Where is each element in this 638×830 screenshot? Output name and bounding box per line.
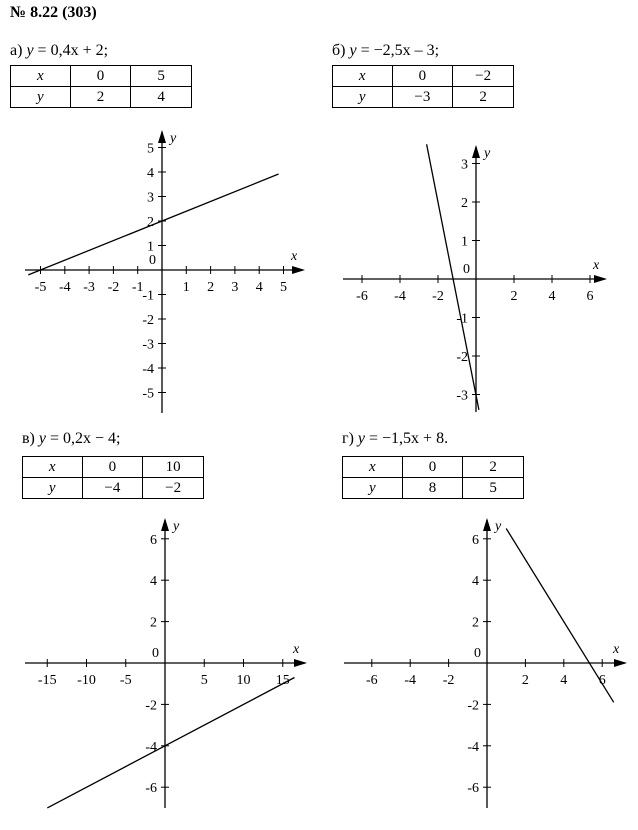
x-tick-label: 2	[207, 280, 215, 295]
y-tick-label: 6	[472, 532, 479, 548]
x-axis-label: x	[291, 249, 298, 264]
x-tick-label: 2	[521, 673, 529, 688]
x-axis-label: x	[293, 642, 300, 657]
x-tick-label: 1	[182, 280, 190, 295]
table-header-y: y	[11, 87, 71, 108]
x-tick-label: 4	[548, 289, 556, 304]
y-tick-label: 3	[147, 190, 154, 206]
task-d-eq-rest: = −1,5x + 8.	[365, 430, 449, 447]
x-tick-label: -4	[58, 280, 71, 295]
y-tick-label: 1	[147, 239, 154, 255]
table-header-y: y	[343, 478, 403, 499]
x-axis-label: x	[593, 258, 600, 273]
task-b-label: б)	[332, 42, 346, 59]
task-a-eq-y: y	[26, 42, 34, 59]
table-cell: 8	[402, 478, 463, 499]
x-axis-arrow	[594, 275, 607, 283]
y-tick-label: -3	[456, 388, 468, 404]
table-header-x: x	[333, 66, 393, 87]
x-tick-label: 5	[280, 280, 287, 295]
table-cell: 4	[131, 87, 192, 108]
y-axis-arrow	[158, 130, 166, 143]
x-axis-arrow	[292, 266, 305, 274]
x-tick-label: -4	[394, 289, 406, 304]
origin-label: 0	[463, 262, 470, 277]
table-cell: 0	[70, 66, 131, 87]
y-tick-label: 4	[147, 166, 154, 181]
y-tick-label: -2	[467, 698, 479, 714]
y-tick-label: -5	[142, 386, 154, 402]
task-d-eq-y: y	[357, 430, 365, 447]
y-axis-label: y	[495, 519, 502, 534]
x-axis-arrow	[614, 659, 627, 667]
y-tick-label: 2	[461, 196, 468, 211]
task-c-label: в)	[22, 430, 35, 447]
task-d-label: г)	[342, 430, 354, 447]
y-tick-label: -4	[467, 739, 479, 755]
x-tick-label: -15	[37, 673, 57, 688]
y-tick-label: 4	[150, 574, 157, 590]
y-tick-label: -4	[142, 362, 154, 377]
y-tick-label: 2	[147, 215, 154, 230]
y-tick-label: -6	[145, 781, 157, 797]
y-tick-label: 2	[472, 615, 479, 631]
x-tick-label: 4	[560, 673, 568, 688]
table-header-x: x	[23, 457, 83, 478]
graph-3	[25, 518, 307, 808]
table-cell: −3	[392, 87, 453, 108]
y-tick-label: -1	[142, 288, 154, 304]
x-tick-label: 5	[200, 673, 208, 688]
table-cell: −4	[82, 478, 143, 499]
origin-label: 0	[149, 253, 156, 268]
x-tick-label: -5	[119, 673, 132, 688]
y-axis-label: y	[170, 131, 177, 146]
y-axis-label: y	[173, 519, 180, 534]
y-tick-label: 6	[150, 532, 157, 548]
table-cell: 10	[143, 457, 204, 478]
task-b-eq-rest: = −2,5x – 3;	[356, 42, 440, 59]
table-cell: 2	[70, 87, 131, 108]
table-cell: 2	[463, 457, 524, 478]
y-tick-label: -1	[456, 311, 468, 327]
function-line	[47, 678, 294, 808]
table-cell: −2	[143, 478, 204, 499]
x-tick-label: 6	[598, 673, 606, 688]
y-tick-label: 2	[150, 615, 157, 631]
x-tick-label: -6	[356, 289, 368, 304]
x-tick-label: -3	[83, 280, 95, 295]
x-tick-label: 2	[510, 289, 518, 304]
y-axis-arrow	[483, 518, 491, 531]
x-tick-label: -4	[404, 673, 417, 688]
table-cell: 2	[453, 87, 514, 108]
table-header-x: x	[343, 457, 403, 478]
table-header-y: y	[23, 478, 83, 499]
x-tick-label: -2	[442, 673, 455, 688]
x-axis-label: x	[613, 642, 620, 657]
y-axis-label: y	[484, 146, 491, 161]
task-a-eq-rest: = 0,4x + 2;	[33, 42, 109, 59]
y-tick-label: -2	[145, 698, 157, 714]
task-a-label: а)	[10, 42, 23, 59]
table-cell: 0	[402, 457, 463, 478]
table-cell: 5	[131, 66, 192, 87]
origin-label: 0	[152, 646, 159, 661]
table-cell: −2	[453, 66, 514, 87]
x-tick-label: 10	[236, 673, 251, 688]
y-tick-label: -3	[142, 337, 154, 353]
x-tick-label: -1	[131, 280, 144, 295]
graph-4	[344, 518, 627, 808]
origin-label: 0	[474, 646, 481, 661]
task-c-eq-y: y	[38, 430, 46, 447]
function-line	[427, 144, 479, 410]
y-tick-label: 5	[147, 141, 154, 157]
x-tick-label: 15	[275, 673, 290, 688]
y-tick-label: -6	[467, 781, 479, 797]
x-tick-label: -5	[34, 280, 47, 295]
x-tick-label: 3	[231, 280, 239, 295]
table-header-y: y	[333, 87, 393, 108]
table-cell: 0	[82, 457, 143, 478]
x-tick-label: -2	[107, 280, 120, 295]
y-axis-arrow	[161, 518, 169, 531]
table-cell: 0	[392, 66, 453, 87]
y-axis-arrow	[472, 145, 480, 158]
x-tick-label: -6	[365, 673, 378, 688]
problem-title: № 8.22 (303)	[10, 4, 97, 21]
y-tick-label: 1	[461, 234, 468, 250]
y-tick-label: -2	[142, 313, 154, 328]
graph-2	[343, 144, 607, 412]
x-tick-label: -10	[77, 673, 96, 688]
x-tick-label: 6	[586, 289, 594, 304]
task-b-eq-y: y	[349, 42, 357, 59]
graph-1	[25, 130, 305, 413]
table-header-x: x	[11, 66, 71, 87]
y-tick-label: 4	[472, 574, 479, 590]
task-c-eq-rest: = 0,2x − 4;	[46, 430, 121, 447]
x-axis-arrow	[294, 659, 307, 667]
y-tick-label: -2	[456, 350, 468, 365]
y-tick-label: -4	[145, 739, 157, 755]
y-tick-label: 3	[461, 157, 468, 173]
x-tick-label: -2	[432, 289, 444, 304]
x-tick-label: 4	[255, 280, 263, 295]
table-cell: 5	[463, 478, 524, 499]
